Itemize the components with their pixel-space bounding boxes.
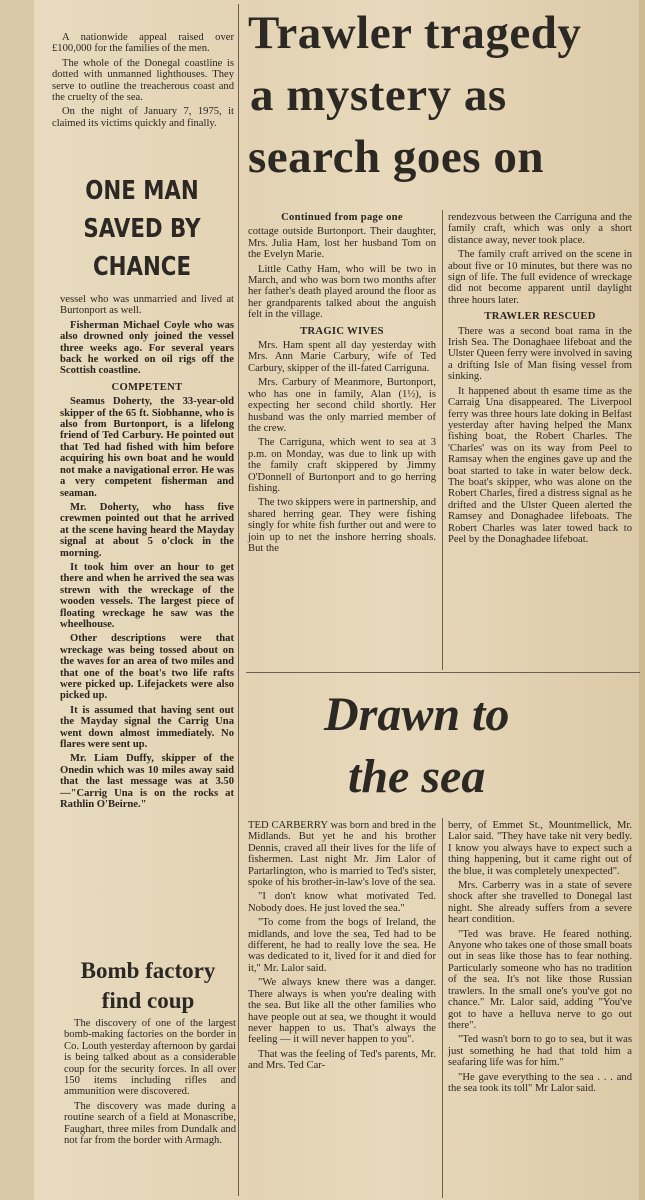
paragraph: "He gave everything to the sea . . . and the sea took its toll" Mr Lalor said. <box>448 1071 632 1094</box>
paragraph: That was the feeling of Ted's parents, Mr. and Mrs. Ted Car- <box>248 1048 436 1072</box>
paragraph: It is assumed that having sent out the Mayday signal the Carrig Una went down almost immediately. No flares were sent up. <box>60 704 234 751</box>
paragraph: berry, of Emmet St., Mountmellick, Mr. Lalor said. "They have take nit very bedly. I know you always have to expect such a thing happening, but it came right out of the blue, it was completely unexpected". <box>448 820 632 877</box>
paragraph: The discovery of one of the largest bomb-making factories on the border in Co. Louth yesterday afternoon by gardai is being talked about as a considerable coup for the security forces. In all over 150 items including rifles and ammunition were discovered. <box>64 1018 236 1098</box>
paragraph: The family craft arrived on the scene in about five or 10 minutes, but there was no sign of life. The full evidence of wreckage did not become apparent until daylight three hours later. <box>448 249 632 306</box>
paragraph: The whole of the Donegal coastline is dotted with unmanned lighthouses. They serve to outline the treacherous coast and the cruelty of the sea. <box>52 57 234 104</box>
paragraph: There was a second boat rama in the Irish Sea. The Donaghaee lifeboat and the Ulster Queen ferry were involved in saving a drifting Isle of Man fising vessel from sinking. <box>448 325 632 383</box>
paragraph: Mrs. Ham spent all day yesterday with Mrs. Ann Marie Carbury, wife of Ted Carbury, skipper of the ill-fated Carriguna. <box>248 340 436 374</box>
subhead-competent: COMPETENT <box>111 381 183 393</box>
headline-one-man: ONE MAN SAVED BY CHANCE <box>83 176 201 282</box>
column-rule <box>246 672 640 673</box>
paragraph: Little Cathy Ham, who will be two in March, and who was born two months after her father's death played around the floor as her grandparents talked about the anguish felt in the village. <box>248 263 436 321</box>
page-margin <box>0 0 34 1200</box>
paragraph: The Carriguna, which went to sea at 3 p.m. on Monday, was due to link up with the family craft skippered by Jimmy O'Donnell of Burtonport and to go herring fishing. <box>248 437 436 494</box>
headline-line: the sea <box>348 750 486 803</box>
headline-line: search goes on <box>248 131 544 183</box>
headline-drawn-to-the-sea <box>306 684 636 808</box>
paragraph: "I don't know what motivated Ted. Nobody does. He just loved the sea." <box>248 891 436 914</box>
paragraph: Other descriptions were that wreckage was being tossed about on the waves for an area of two miles and that one of the boat's two life rafts were picked up. Lifejackets were also picked up. <box>60 633 234 702</box>
paragraph: It took him over an hour to get there and when he arrived the sea was strewn with the wreckage of the wooden vessels. The largest piece of floating wreckage he saw was the wheelhouse. <box>60 561 234 630</box>
paragraph: Mrs. Carbury of Meanmore, Burtonport, who has one in family, Alan (1½), is expecting her second child shortly. Her husband was the only married member of the crew. <box>248 377 436 434</box>
paragraph: Mr. Liam Duffy, skipper of the Onedin which was 10 miles away said that the last message was at 3.50—"Carrig Una is on the rocks at Rathlin O'Beirne." <box>60 753 234 811</box>
paragraph: rendezvous between the Carriguna and the family craft, which was only a short distance away, never took place. <box>448 212 632 246</box>
column-rule <box>442 210 443 670</box>
continued-note: Continued from page one <box>281 212 403 223</box>
paragraph: It happened about th esame time as the Carraig Una disappeared. The Liverpool ferry was three hours late doking in Belfast yesterday after having helped the Manx fishing boat, the Robert Charles. The 'Charles' was on its way from Peel to Ramsay when the engines gave up and the boat started to take in water below deck. The boat's skipper, who was alone on the Robert Charles, fired a distress signal as he drifted and the Ulster Queen alerted the Ramsey and Donaghadee lifeboats. The Robert Charles was later towed back to Peel by the Donaghadee lifeboat. <box>448 385 632 545</box>
paragraph: Mrs. Carberry was in a state of severe shock after she travelled to Donegal last night. She already suffers from a severe heart condition. <box>448 880 632 926</box>
paragraph: Fisherman Michael Coyle who was also drowned only joined the vessel three weeks ago. For several years back he worked on oil rigs off the Scottish coastline. <box>60 319 234 377</box>
drawn-column-a <box>248 820 436 1075</box>
column-rule <box>442 818 443 1198</box>
paragraph: Seamus Doherty, the 33-year-old skipper of the 65 ft. Siobhanne, who is also from Burtonport, is a lifelong friend of Ted Carbury. He pointed out that Ted had fished with him before acquiring his own boat and he would not make a navigational error. He was a very competent fisherman and seaman. <box>60 396 234 499</box>
headline-line: Drawn to <box>324 688 510 741</box>
paragraph: TED CARBERRY was born and bred in the Midlands. But yet he and his brother Dennis, craved all their lives for the life of fishermen. Last night Mr. Jim Lalor of Partarlington, who is married to Ted's sister, spoke of his brother-in-law's love of the sea. <box>248 820 436 889</box>
bomb-body <box>64 1018 236 1149</box>
headline-line: Trawler tragedy <box>248 7 582 59</box>
headline-bomb-factory: Bomb factory find coup <box>80 958 216 1013</box>
paragraph: The discovery was made during a routine search of a field at Monascribe, Faughart, three miles from Dundalk and not far from the border with Armagh. <box>64 1100 236 1147</box>
main-column-b <box>448 212 632 548</box>
main-column-a <box>248 212 436 557</box>
paragraph: "Ted was brave. He feared nothing. Anyone who takes one of those small boats out in seas like those has to fear nothing. Particularly someone who has no tradition of the sea. It's not like those Russian trawlers. In the small one's you've got no chance." Mr. Lalor said, adding "You've got to have a helluva nerve to go out there". <box>448 928 632 1031</box>
headline-trawler-tragedy <box>248 2 642 188</box>
subhead-tragic-wives: TRAGIC WIVES <box>300 325 384 337</box>
column-rule <box>238 4 239 1196</box>
paragraph: "We always knew there was a danger. There always is when you're dealing with the sea. But like all the other families who have people out at sea, we thought it would never happen to us. That's always the feeling — it will never happen to you". <box>248 977 436 1046</box>
headline-line: a mystery as <box>250 69 507 121</box>
paragraph: On the night of January 7, 1975, it claimed its victims quickly and finally. <box>52 106 234 129</box>
subhead-trawler-rescued: TRAWLER RESCUED <box>484 311 596 323</box>
left-intro <box>52 32 234 132</box>
left-body <box>60 294 234 813</box>
paragraph: The two skippers were in partnership, and shared herring gear. They were fishing singly for white fish further out and were to join up to net the inshore herring shoals. But the <box>248 497 436 554</box>
paragraph: cottage outside Burtonport. Their daughter, Mrs. Julia Ham, lost her husband Tom on the Evelyn Marie. <box>248 226 436 261</box>
paragraph: "Ted wasn't born to go to sea, but it was just something he had that told him a seafaring life was for him." <box>448 1034 632 1069</box>
paragraph: vessel who was unmarried and lived at Burtonport as well. <box>60 294 234 317</box>
paragraph: "To come from the bogs of Ireland, the midlands, and love the sea, Ted had to be different, he had to really love the sea. He was dedicated to it, lived for it and died for it," Mr. Lalor said. <box>248 917 436 974</box>
paragraph: A nationwide appeal raised over £100,000 for the families of the men. <box>52 32 234 55</box>
drawn-column-b <box>448 820 632 1097</box>
paragraph: Mr. Doherty, who hass five crewmen pointed out that he arrived at the scene having heard the Mayday signal at about 5 o'clock in the morning. <box>60 501 234 559</box>
